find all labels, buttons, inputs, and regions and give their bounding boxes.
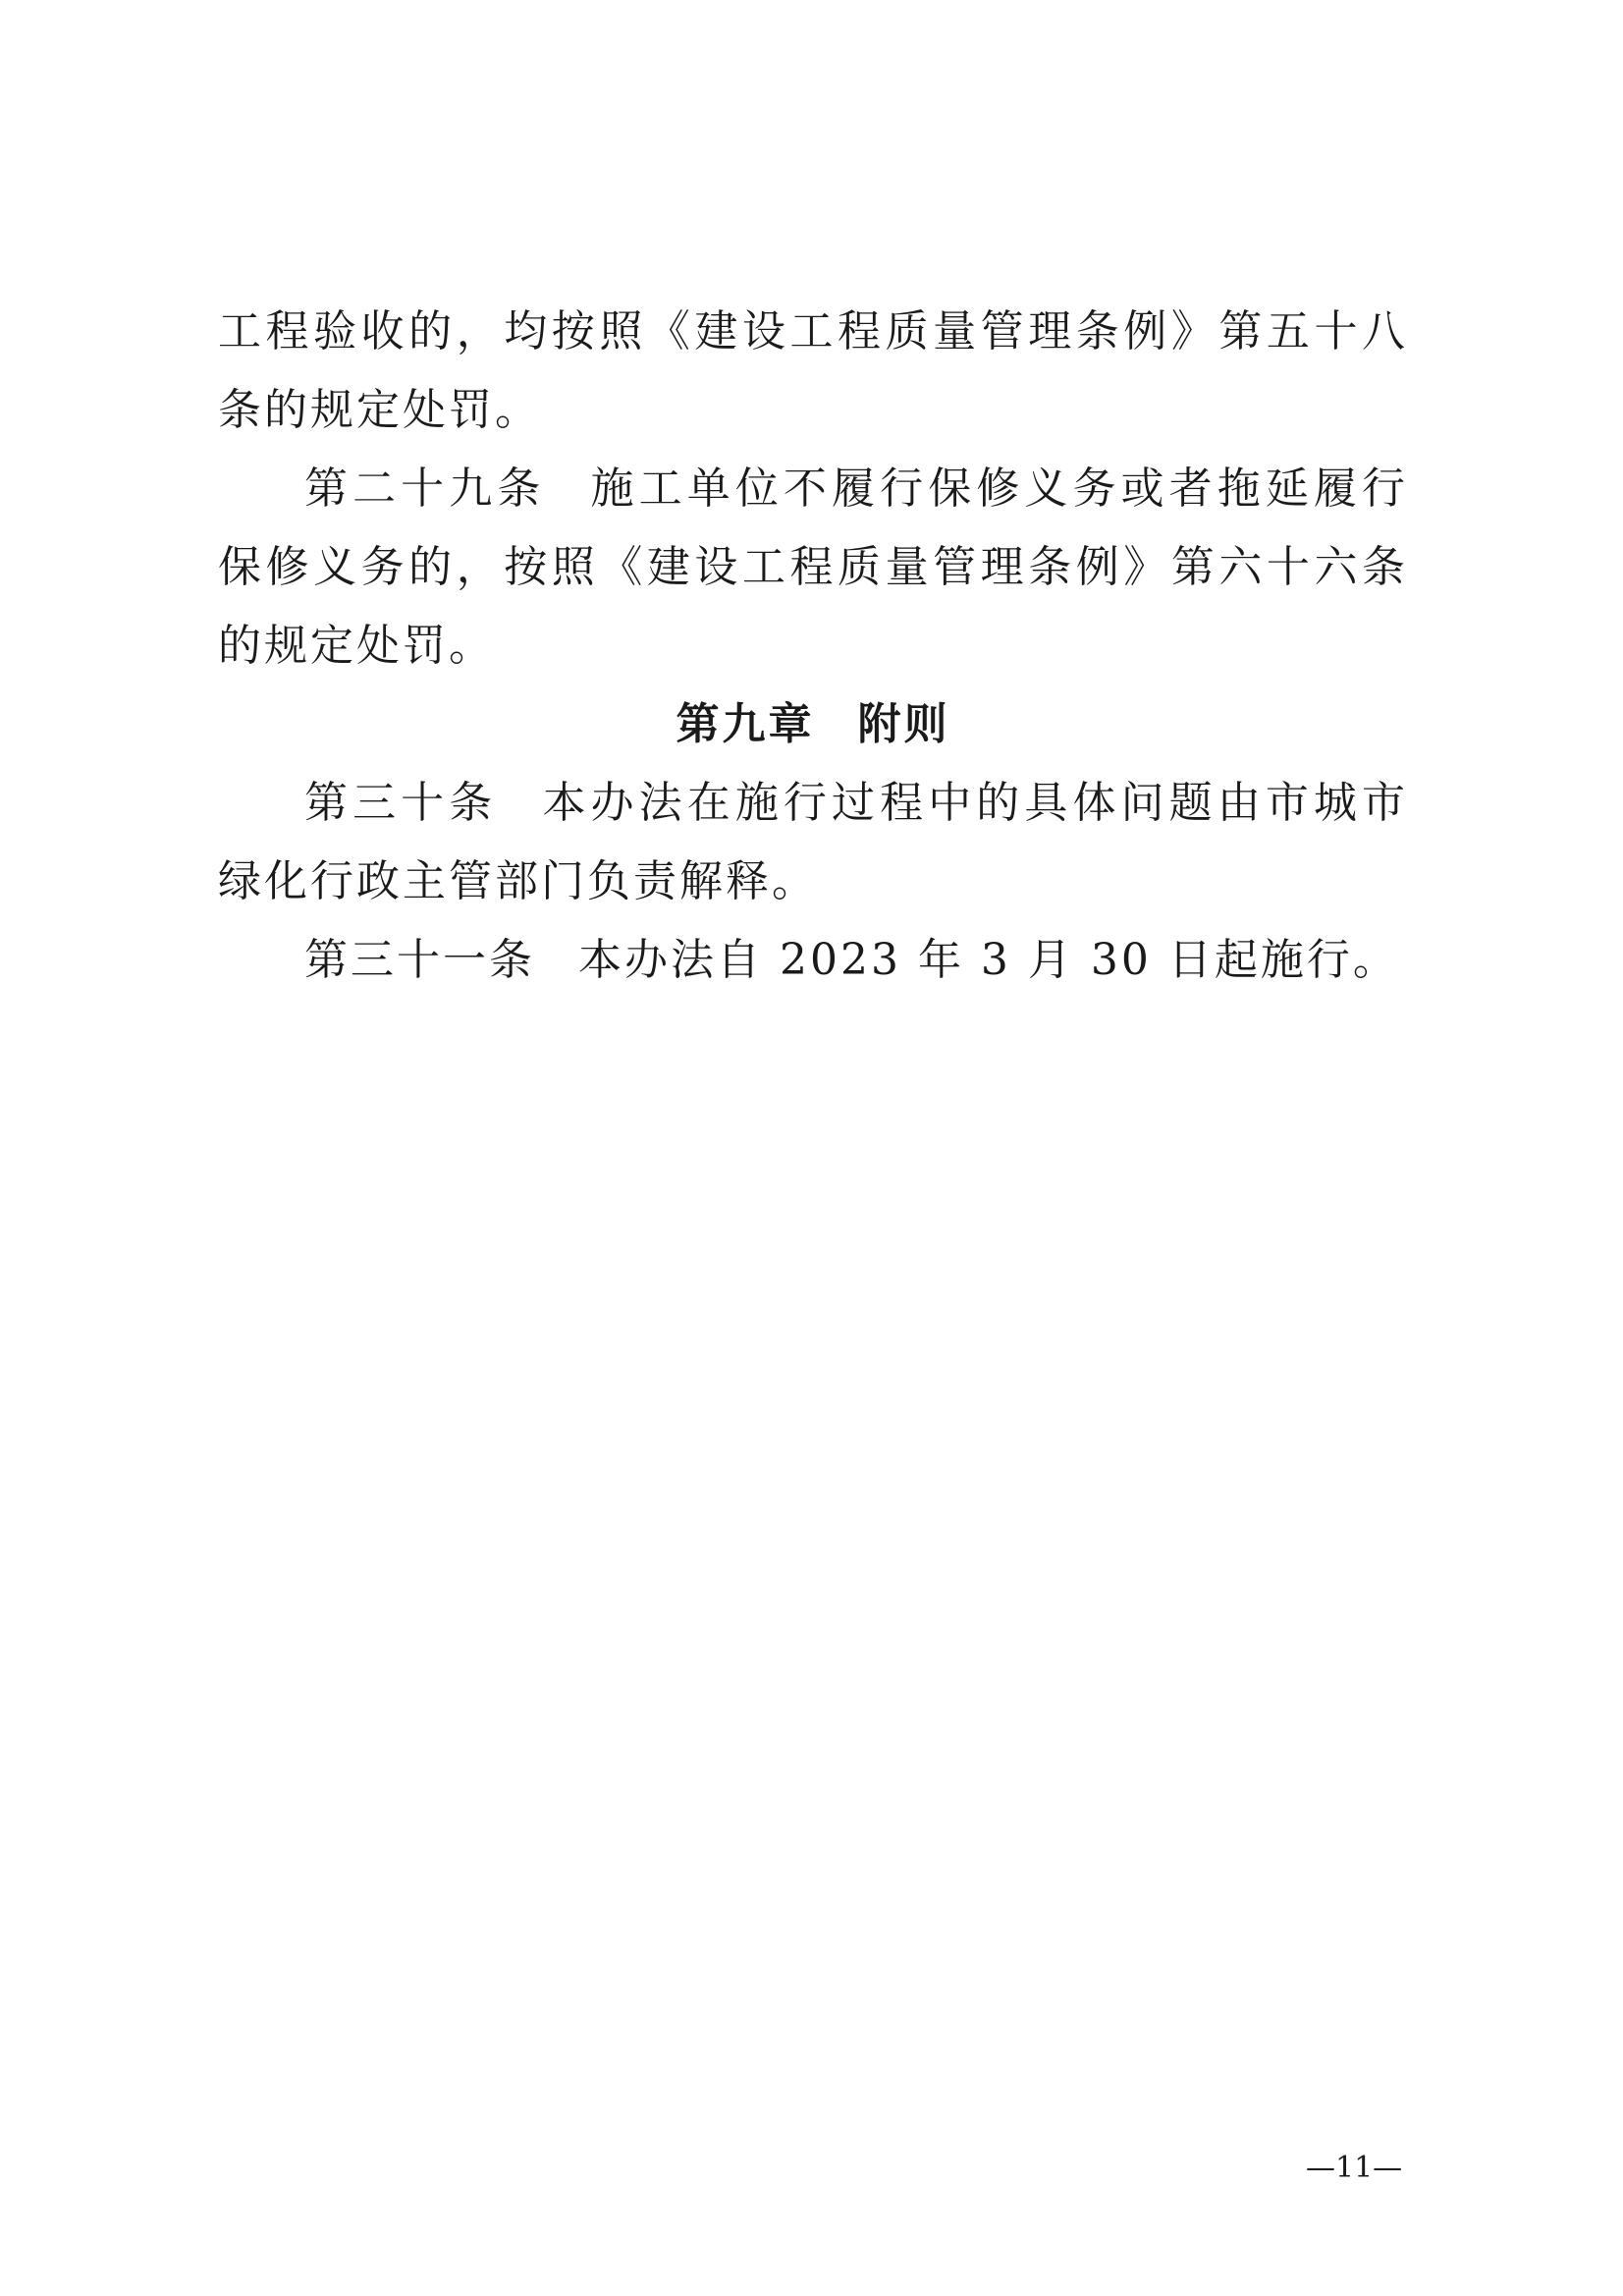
article-30 — [218, 764, 1408, 921]
article-text: 本办法在施行过程中的具体问题由市城市绿化行政主管部门负责解释。 — [218, 778, 1409, 906]
article-number: 第三十一条 — [304, 935, 535, 985]
article-31 — [218, 921, 1408, 1000]
chapter-title: 附则 — [857, 699, 950, 749]
article-29 — [218, 450, 1408, 685]
chapter-heading — [218, 685, 1408, 764]
paragraph-continuation — [218, 293, 1408, 450]
paragraph-text: 工程验收的，均按照《建设工程质量管理条例》第五十八条的规定处罚。 — [218, 306, 1408, 435]
page-content — [218, 293, 1408, 1000]
page-number: —11— — [1306, 2151, 1403, 2185]
article-text: 施工单位不履行保修义务或者拖延履行保修义务的，按照《建设工程质量管理条例》第六十六条的规定处罚。 — [218, 464, 1409, 671]
article-text: 本办法自 2023 年 3 月 30 日起施行。 — [578, 935, 1399, 985]
chapter-number: 第九章 — [676, 699, 815, 749]
article-number: 第三十条 — [304, 778, 498, 828]
article-number: 第二十九条 — [304, 464, 546, 514]
